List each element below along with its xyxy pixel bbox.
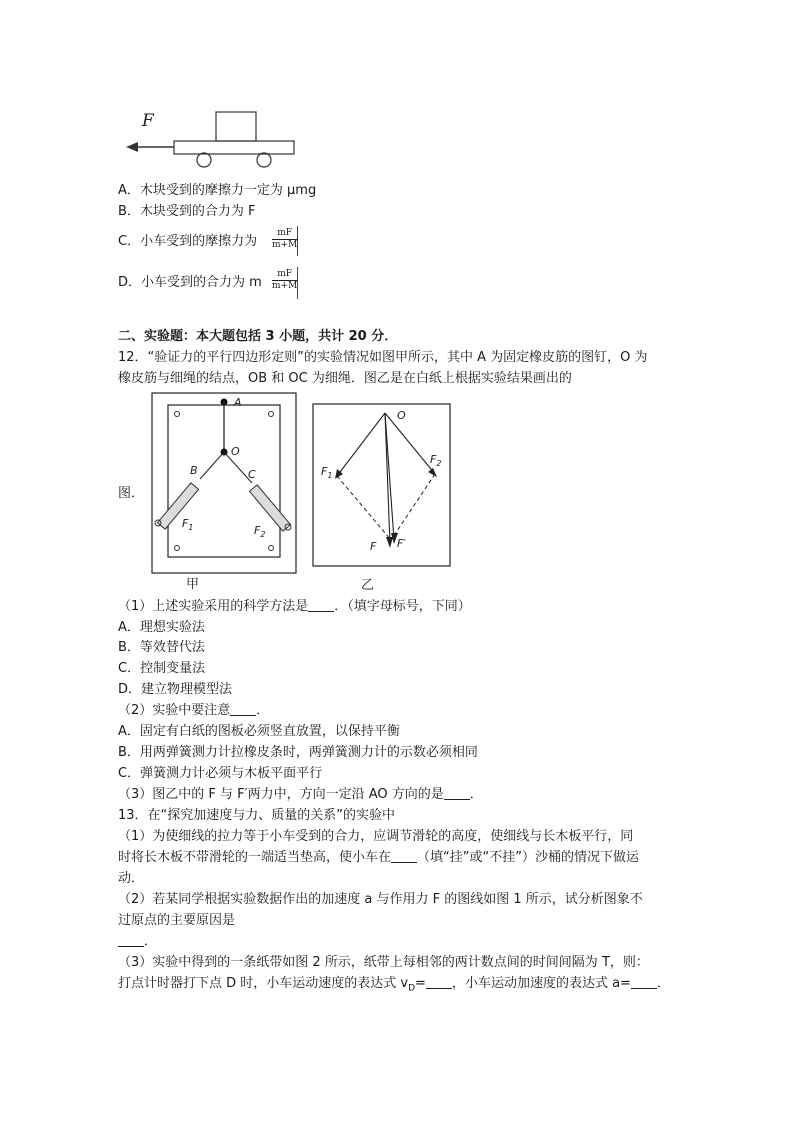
option-a: A．木块受到的摩擦力一定为 μmg	[118, 183, 317, 198]
label-F1-sub: 1	[188, 523, 194, 532]
caption-jia: 甲	[186, 577, 200, 591]
svg-text:F2	[254, 524, 265, 539]
option-b: B．木块受到的合力为 F	[118, 204, 256, 219]
label-C: C	[248, 468, 256, 481]
q12-opt1-c: C．控制变量法	[118, 661, 206, 676]
cart-wheel-left	[197, 153, 211, 167]
label-F-yi: F	[370, 540, 377, 553]
q13-sub2-c: ．	[118, 932, 157, 952]
option-c-fraction: mF m+M	[272, 228, 298, 250]
force-arrow-head	[126, 142, 138, 152]
svg-text:F1: $F_1$	[321, 465, 333, 480]
q12-opt1-d: D．建立物理模型法	[118, 682, 233, 697]
section-title: 二、实验题：本大题包括 3 小题，共计 20 分．	[118, 329, 398, 344]
option-d-fraction: mF m+M	[272, 269, 298, 291]
q12-opt2-a: A．固定有白纸的图板必须竖直放置，以保持平衡	[118, 724, 400, 739]
q13-sub3-b: 打点计时器打下点 D 时，小车运动速度的表达式 $v_D=$ ，小车运动加速度的表达式 a= ．	[118, 976, 670, 994]
q13-sub2-a: （2）若某同学根据实验数据作出的加速度 a 与作用力 F 的图线如图 1 所示，试分析图象不	[118, 892, 643, 907]
q12-opt2-b: B．用两弹簧测力计拉橡皮条时，两弹簧测力计的示数必须相同	[118, 745, 478, 760]
cart-wheel-right	[257, 153, 271, 167]
option-d: D．小车受到的合力为 m	[118, 275, 262, 290]
q13-sub3-a: （3）实验中得到的一条纸带如图 2 所示，纸带上每相邻的两计数点间的时间间隔为 T，则：	[118, 955, 649, 970]
q12-line2: 橡皮筋与细绳的结点，OB 和 OC 为细绳．图乙是在白纸上根据实验结果画出的	[118, 371, 572, 386]
option-c: C．小车受到的摩擦力为	[118, 234, 258, 249]
cart-body	[174, 141, 294, 154]
figure-jia	[150, 391, 298, 591]
label-F2-yi: F	[430, 453, 437, 466]
label-F2-sub: 2	[260, 530, 266, 539]
q13-sub1-c: 动．	[118, 871, 145, 886]
q12-opt2-c: C．弹簧测力计必须与木板平面平行	[118, 766, 323, 781]
q12-opt1-b: B．等效替代法	[118, 640, 205, 655]
q12-sub2: （2）实验中要注意 ．	[118, 703, 270, 718]
label-O-yi: O	[397, 409, 406, 422]
q12-opt1-a: A．理想实验法	[118, 620, 205, 635]
svg-text:F1	[182, 517, 193, 532]
q13-line1: 13．在“探究加速度与力、质量的关系”的实验中	[118, 808, 396, 823]
q12-line1: 12．“验证力的平行四边形定则”的实验情况如图甲所示，其中 A 为固定橡皮筋的图钉，O 为	[118, 350, 648, 365]
label-F1-yi: F	[321, 465, 328, 478]
wood-block	[216, 112, 256, 141]
q12-tail: 图．	[118, 486, 145, 501]
figure-yi	[311, 403, 453, 593]
cart-figure	[118, 104, 298, 174]
svg-text:F2: $F_2$	[430, 453, 442, 468]
caption-yi: 乙	[361, 578, 375, 593]
label-Fp-yi: F′	[397, 537, 406, 550]
q13-sub2-b: 过原点的主要原因是	[118, 913, 236, 928]
force-label: F	[142, 111, 154, 131]
q12-sub1: （1）上述实验采用的科学方法是 ．（填字母标号，下同）	[118, 599, 471, 614]
label-F1: F	[182, 517, 189, 530]
label-A: A	[234, 396, 242, 409]
label-O: O	[231, 445, 240, 458]
q13-sub1-a: （1）为使细线的拉力等于小车受到的合力，应调节滑轮的高度，使细线与长木板平行，同	[118, 829, 634, 844]
q13-sub1-b: 时将长木板不带滑轮的一端适当垫高，使小车在 （填“挂”或“不挂”）沙桶的情况下做运	[118, 850, 639, 865]
label-F2: F	[254, 524, 261, 537]
label-B: B	[190, 464, 198, 477]
q12-sub3: （3）图乙中的 F 与 F′两力中，方向一定沿 AO 方向的是 ．	[118, 787, 483, 802]
